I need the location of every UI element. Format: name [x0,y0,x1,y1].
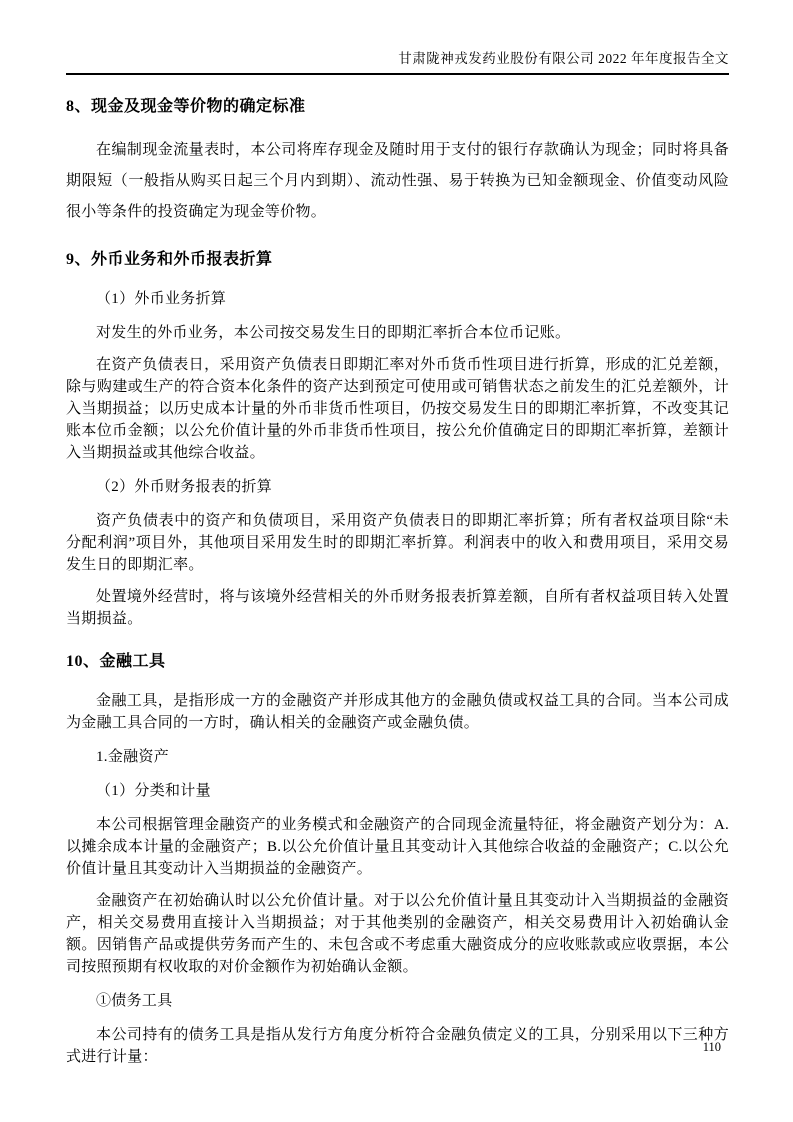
section-8-heading: 8、现金及现金等价物的确定标准 [66,98,306,115]
section-8-paragraph-cash-equivalents: 在编制现金流量表时，本公司将库存现金及随时用于支付的银行存款确认为现金；同时将具备期限短（一般指从购买日起三个月内到期）、流动性强、易于转换为已知金额现金、价值变动风险很小等条件的投资确定为现金等价物。 [66,142,729,220]
section-9-subheading-1: （1）外币业务折算 [96,291,227,307]
section-9-heading: 9、外币业务和外币报表折算 [66,251,273,268]
section-10-subheading-classification: （1）分类和计量 [96,783,211,799]
section-10-paragraph-initial-measurement: 金融资产在初始确认时以公允价值计量。对于以公允价值计量且其变动计入当期损益的金融资产，相关交易费用直接计入当期损益；对于其他类别的金融资产，相关交易费用计入初始确认金额。因销售产品或提供劳务而产生的、未包含或不考虑重大融资成分的应收账款或应收票据，本公司按照预期有权收取的对价金额作为初始确认金额。 [66,893,729,975]
section-9-paragraph-statement-translation: 资产负债表中的资产和负债项目，采用资产负债表日的即期汇率折算；所有者权益项目除“未分配利润”项目外，其他项目采用发生时的即期汇率折算。利润表中的收入和费用项目，采用交易发生日的即期汇率。 [66,513,729,573]
section-10-paragraph-debt-instruments: 本公司持有的债务工具是指从发行方角度分析符合金融负债定义的工具，分别采用以下三种方式进行计量： [66,1027,729,1065]
section-10-paragraph-definition: 金融工具，是指形成一方的金融资产并形成其他方的金融负债或权益工具的合同。当本公司成为金融工具合同的一方时，确认相关的金融资产或金融负债。 [66,693,729,731]
section-9-subheading-2: （2）外币财务报表的折算 [96,479,273,495]
section-9-paragraph-balance-sheet-date: 在资产负债表日，采用资产负债表日即期汇率对外币货币性项目进行折算，形成的汇兑差额，除与购建或生产的符合资本化条件的资产达到预定可使用或可销售状态之前发生的汇兑差额外，计入当期损益；以历史成本计量的外币非货币性项目，仍按交易发生日的即期汇率折算，不改变其记账本位币金额；以公允价值计量的外币非货币性项目，按公允价值确定日的即期汇率折算，差额计入当期损益或其他综合收益。 [66,357,729,461]
header-report-title: 甘肃陇神戎发药业股份有限公司 2022 年年度报告全文 [398,51,729,66]
section-10-paragraph-classification: 本公司根据管理金融资产的业务模式和金融资产的合同现金流量特征，将金融资产划分为：A.以摊余成本计量的金融资产；B.以公允价值计量且其变动计入其他综合收益的金融资产；C.以公允价值计量且其变动计入当期损益的金融资产。 [66,817,729,877]
page-content [66,95,729,1068]
page-footer [703,1040,721,1055]
section-10-heading: 10、金融工具 [66,653,166,670]
section-10-subheading-financial-assets: 1.金融资产 [96,749,170,765]
page-header [66,50,729,75]
section-9-paragraph-overseas-disposal: 处置境外经营时，将与该境外经营相关的外币财务报表折算差额，自所有者权益项目转入处置当期损益。 [66,589,729,627]
section-10-subheading-debt-instruments: ①债务工具 [96,993,173,1009]
section-9-paragraph-fx-transactions: 对发生的外币业务，本公司按交易发生日的即期汇率折合本位币记账。 [96,325,571,341]
page-number: 110 [702,1040,721,1054]
